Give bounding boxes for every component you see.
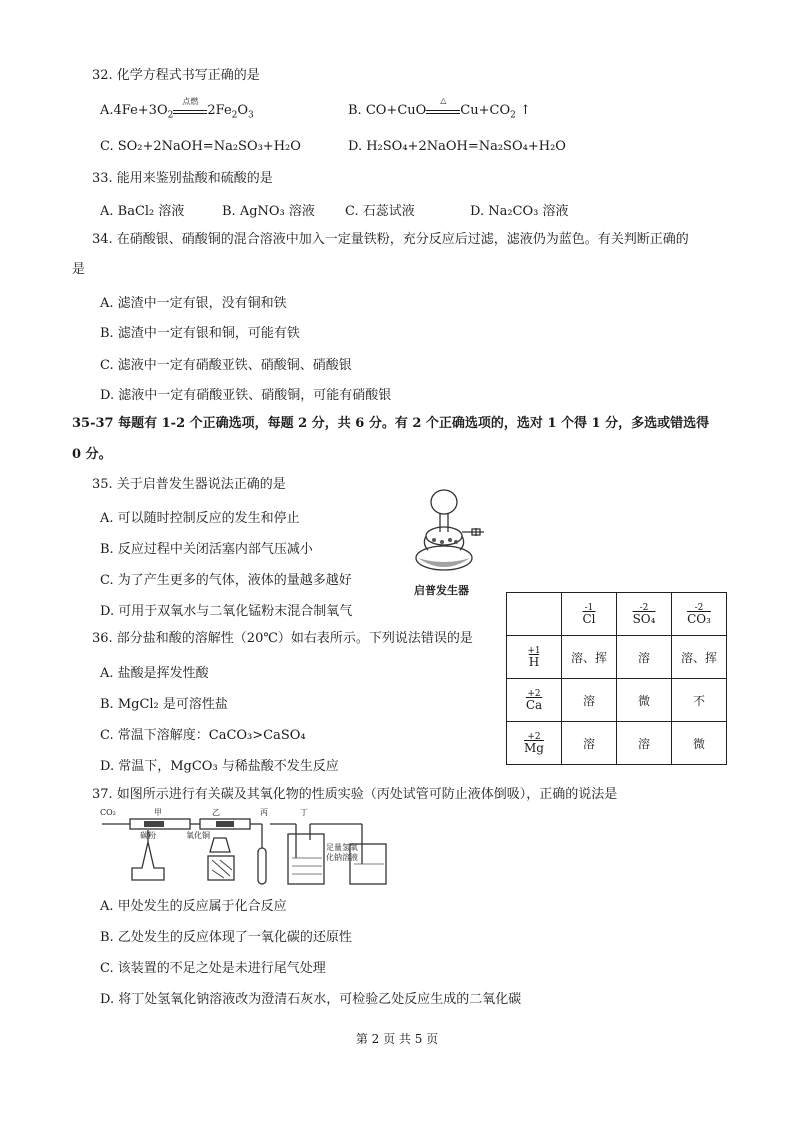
reaction-arrow-icon xyxy=(426,95,460,118)
q32-option-d[interactable]: D. H₂SO₄+2NaOH=Na₂SO₄+H₂O xyxy=(348,139,566,154)
table-header-row xyxy=(507,593,727,636)
q37-option-d[interactable]: D. 将丁处氢氧化钠溶液改为澄清石灰水，可检验乙处反应生成的二氧化碳 xyxy=(100,992,522,1007)
q33-stem: 33. 能用来鉴别盐酸和硫酸的是 xyxy=(92,171,273,186)
page-footer: 第 2 页 共 5 页 xyxy=(355,1032,439,1046)
q32-option-a[interactable]: $A.4Fe+3O_2$ 点燃 $2Fe_2O_3$ xyxy=(100,96,254,121)
label-jia: 甲 xyxy=(154,808,162,817)
q32-b-rhs: Cu+CO xyxy=(460,103,511,118)
label-bing: 丙 xyxy=(260,808,268,817)
q34-option-d[interactable]: D. 滤液中一定有硝酸亚铁、硝酸铜，可能有硝酸银 xyxy=(100,388,392,403)
q34-stem-line1: 34. 在硝酸银、硝酸铜的混合溶液中加入一定量铁粉，充分反应后过滤，滤液仍为蓝色。有关判断正确的 xyxy=(92,232,689,247)
table-cell: 溶、挥 xyxy=(672,636,727,679)
table-corner-cell xyxy=(507,593,562,636)
q34-option-c[interactable]: C. 滤液中一定有硝酸亚铁、硝酸铜、硝酸银 xyxy=(100,358,352,373)
table-header-cell: -2 CO₃ xyxy=(672,593,727,636)
table-cell: 微 xyxy=(672,722,727,765)
table-cell: 溶 xyxy=(617,722,672,765)
table-row xyxy=(507,679,727,722)
q37-option-c[interactable]: C. 该装置的不足之处是未进行尾气处理 xyxy=(100,961,326,976)
q34-stem-line2: 是 xyxy=(72,262,86,277)
q37-option-b[interactable]: B. 乙处发生的反应体现了一氧化碳的还原性 xyxy=(100,930,352,945)
label-ding: 丁 xyxy=(300,808,308,817)
table-row-header: +2 $\overline{Ca}$ xyxy=(507,679,562,722)
table-cell: 溶 xyxy=(617,636,672,679)
label-copper-oxide: 氧化铜 xyxy=(186,831,210,840)
q35-option-a[interactable]: A. 可以随时控制反应的发生和停止 xyxy=(100,511,300,526)
q36-option-c[interactable]: C. 常温下溶解度：CaCO₃>CaSO₄ xyxy=(100,728,306,743)
table-row xyxy=(507,722,727,765)
q35-option-b[interactable]: B. 反应过程中关闭活塞内部气压减小 xyxy=(100,542,313,557)
table-cell: 溶 xyxy=(562,679,617,722)
q34-option-b[interactable]: B. 滤渣中一定有银和铜，可能有铁 xyxy=(100,326,300,341)
q35-option-c[interactable]: C. 为了产生更多的气体，液体的量越多越好 xyxy=(100,573,352,588)
label-co2: CO₂ xyxy=(100,808,116,817)
q32-stem: 32. 化学方程式书写正确的是 xyxy=(92,68,260,83)
table-cell: 溶、挥 xyxy=(562,636,617,679)
table-header-cell: -2 SO₄ xyxy=(617,593,672,636)
q32-b-lhs: B. CO+CuO xyxy=(348,103,427,118)
solubility-table xyxy=(506,592,727,765)
q36-option-b[interactable]: B. MgCl₂ 是可溶性盐 xyxy=(100,697,228,712)
q33-option-a[interactable]: A. BaCl₂ 溶液 xyxy=(100,204,185,219)
table-cell: 不 xyxy=(672,679,727,722)
kipp-generator-figure xyxy=(404,484,496,576)
label-yi: 乙 xyxy=(212,808,220,817)
label-carbon-powder: 碳粉 xyxy=(140,831,156,840)
q34-option-a[interactable]: A. 滤渣中一定有银，没有铜和铁 xyxy=(100,296,287,311)
q33-option-d[interactable]: D. Na₂CO₃ 溶液 xyxy=(470,204,569,219)
q33-option-c[interactable]: C. 石蕊试液 xyxy=(345,204,415,219)
q36-option-d[interactable]: D. 常温下，MgCO₃ 与稀盐酸不发生反应 xyxy=(100,759,339,774)
reaction-arrow-icon xyxy=(173,96,207,118)
q32-a-rhs: 2Fe xyxy=(207,103,232,118)
reaction-condition: 点燃 xyxy=(182,96,199,106)
q32-option-c[interactable]: C. SO₂+2NaOH=Na₂SO₃+H₂O xyxy=(100,139,301,154)
q37-stem: 37. 如图所示进行有关碳及其氧化物的性质实验（丙处试管可防止液体倒吸），正确的说法是 xyxy=(92,787,618,802)
q36-stem: 36. 部分盐和酸的溶解性（20℃）如右表所示。下列说法错误的是 xyxy=(92,631,473,646)
section-instruction-line1: 35-37 每题有 1-2 个正确选项，每题 2 分，共 6 分。有 2 个正确选项的，选对 1 个得 1 分，多选或错选得 xyxy=(72,416,710,431)
gas-arrow-icon: ↑ xyxy=(520,103,531,118)
q32-a-lhs: A.4Fe+3O xyxy=(100,103,168,118)
table-cell: 微 xyxy=(617,679,672,722)
table-row xyxy=(507,636,727,679)
q32-option-b[interactable]: B. CO+CuO △ $Cu+CO_2$ ↑ xyxy=(348,95,531,121)
q35-stem: 35. 关于启普发生器说法正确的是 xyxy=(92,477,286,492)
reaction-condition: △ xyxy=(440,95,447,105)
carbon-oxide-apparatus-figure xyxy=(100,808,400,888)
label-naoh-line1: 足量氢氧 xyxy=(326,843,358,852)
kipp-figure-caption: 启普发生器 xyxy=(414,584,469,597)
q37-option-a[interactable]: A. 甲处发生的反应属于化合反应 xyxy=(100,899,287,914)
label-naoh-line2: 化钠溶液 xyxy=(326,853,358,862)
section-instruction-line2: 0 分。 xyxy=(72,447,112,462)
table-row-header: +2 $\overline{Mg}$ xyxy=(507,722,562,765)
q33-option-b[interactable]: B. AgNO₃ 溶液 xyxy=(222,204,315,219)
q35-option-d[interactable]: D. 可用于双氧水与二氧化锰粉末混合制氧气 xyxy=(100,604,353,619)
table-row-header: +1 $\overline{H}$ xyxy=(507,636,562,679)
table-cell: 溶 xyxy=(562,722,617,765)
q36-option-a[interactable]: A. 盐酸是挥发性酸 xyxy=(100,666,209,681)
table-header-cell: -1 $\overline{Cl}$ xyxy=(562,593,617,636)
